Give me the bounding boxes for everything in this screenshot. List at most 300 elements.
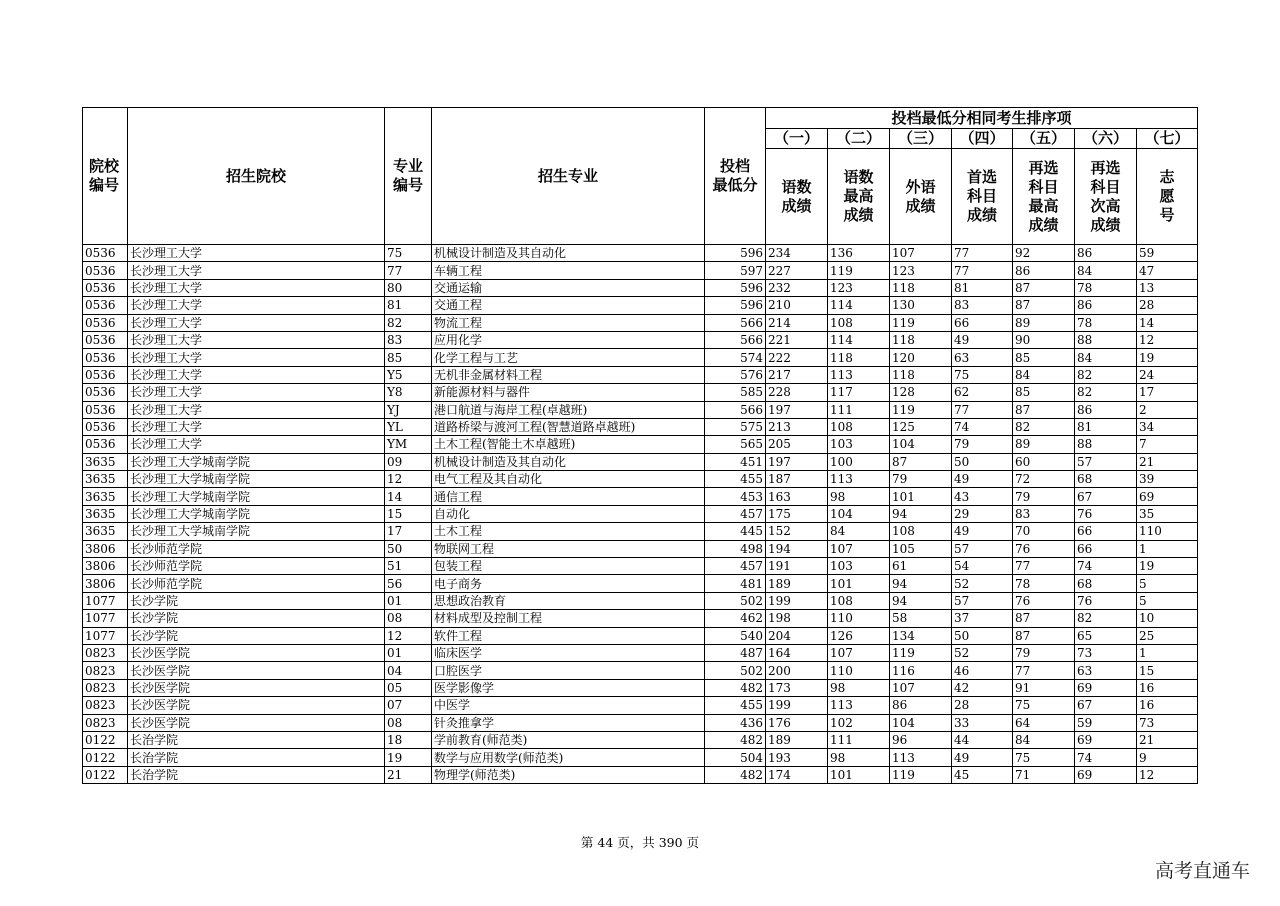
- cell-school-name: 长沙师范学院: [128, 540, 385, 557]
- cell-score-chinese-math-max: 111: [828, 401, 890, 418]
- header-order-6: （六）: [1075, 129, 1137, 149]
- cell-score-foreign-lang: 120: [890, 349, 952, 366]
- cell-score-foreign-lang: 130: [890, 297, 952, 314]
- cell-school-name: 长沙学院: [128, 627, 385, 644]
- header-item-1: 语数 成绩: [766, 149, 828, 245]
- cell-choice-number: 59: [1137, 245, 1198, 262]
- cell-score-elective-max: 85: [1013, 349, 1075, 366]
- cell-score-elective-max: 76: [1013, 540, 1075, 557]
- cell-school-name: 长治学院: [128, 731, 385, 748]
- cell-score-chinese-math-max: 108: [828, 314, 890, 331]
- cell-score-foreign-lang: 113: [890, 749, 952, 766]
- cell-score-first-subject: 57: [952, 540, 1013, 557]
- cell-min-score: 451: [705, 453, 766, 470]
- cell-major-name: 物理学(师范类): [432, 766, 705, 783]
- cell-school-code: 3635: [83, 505, 128, 522]
- cell-major-name: 电子商务: [432, 575, 705, 592]
- cell-score-chinese-math-max: 108: [828, 592, 890, 609]
- table-row: [83, 401, 1198, 418]
- cell-score-first-subject: 62: [952, 384, 1013, 401]
- cell-school-name: 长治学院: [128, 749, 385, 766]
- cell-score-foreign-lang: 94: [890, 505, 952, 522]
- cell-school-name: 长沙理工大学: [128, 245, 385, 262]
- cell-score-elective-second: 69: [1075, 766, 1137, 783]
- cell-score-foreign-lang: 94: [890, 592, 952, 609]
- cell-choice-number: 69: [1137, 488, 1198, 505]
- cell-score-chinese-math: 194: [766, 540, 828, 557]
- cell-major-code: Y8: [385, 384, 432, 401]
- cell-school-code: 3806: [83, 540, 128, 557]
- table-row: [83, 540, 1198, 557]
- cell-score-chinese-math: 189: [766, 575, 828, 592]
- cell-score-elective-second: 69: [1075, 679, 1137, 696]
- cell-score-elective-second: 88: [1075, 331, 1137, 348]
- cell-school-name: 长沙理工大学: [128, 349, 385, 366]
- cell-min-score: 566: [705, 314, 766, 331]
- cell-school-code: 0823: [83, 714, 128, 731]
- table-row: [83, 610, 1198, 627]
- cell-major-name: 包装工程: [432, 558, 705, 575]
- cell-school-code: 0823: [83, 644, 128, 661]
- cell-score-first-subject: 33: [952, 714, 1013, 731]
- cell-major-code: 75: [385, 245, 432, 262]
- table-row: [83, 592, 1198, 609]
- cell-major-name: 材料成型及控制工程: [432, 610, 705, 627]
- cell-major-name: 自动化: [432, 505, 705, 522]
- cell-school-code: 0536: [83, 384, 128, 401]
- cell-score-elective-max: 79: [1013, 488, 1075, 505]
- cell-score-first-subject: 28: [952, 697, 1013, 714]
- cell-score-elective-max: 64: [1013, 714, 1075, 731]
- cell-major-code: 21: [385, 766, 432, 783]
- cell-score-chinese-math-max: 104: [828, 505, 890, 522]
- table-row: [83, 436, 1198, 453]
- cell-score-chinese-math: 199: [766, 592, 828, 609]
- cell-score-chinese-math: 152: [766, 523, 828, 540]
- cell-major-code: 18: [385, 731, 432, 748]
- cell-school-code: 0536: [83, 314, 128, 331]
- cell-score-first-subject: 77: [952, 262, 1013, 279]
- cell-score-elective-second: 86: [1075, 401, 1137, 418]
- cell-major-name: 车辆工程: [432, 262, 705, 279]
- cell-score-chinese-math-max: 108: [828, 418, 890, 435]
- cell-score-chinese-math: 213: [766, 418, 828, 435]
- table-row: [83, 453, 1198, 470]
- cell-school-code: 0536: [83, 245, 128, 262]
- cell-min-score: 487: [705, 644, 766, 661]
- cell-major-code: YJ: [385, 401, 432, 418]
- header-order-5: （五）: [1013, 129, 1075, 149]
- cell-school-name: 长沙理工大学: [128, 262, 385, 279]
- cell-score-chinese-math-max: 100: [828, 453, 890, 470]
- cell-score-first-subject: 83: [952, 297, 1013, 314]
- cell-score-foreign-lang: 61: [890, 558, 952, 575]
- cell-score-elective-max: 77: [1013, 662, 1075, 679]
- cell-score-foreign-lang: 105: [890, 540, 952, 557]
- header-item-7: 志 愿 号: [1137, 149, 1198, 245]
- cell-school-code: 0823: [83, 662, 128, 679]
- cell-score-chinese-math-max: 113: [828, 366, 890, 383]
- cell-school-code: 0122: [83, 766, 128, 783]
- cell-score-foreign-lang: 58: [890, 610, 952, 627]
- table-row: [83, 749, 1198, 766]
- header-item-6: 再选 科目 次高 成绩: [1075, 149, 1137, 245]
- cell-min-score: 596: [705, 297, 766, 314]
- cell-score-foreign-lang: 128: [890, 384, 952, 401]
- cell-score-chinese-math: 175: [766, 505, 828, 522]
- cell-score-elective-max: 75: [1013, 697, 1075, 714]
- cell-school-code: 0536: [83, 279, 128, 296]
- cell-score-elective-max: 90: [1013, 331, 1075, 348]
- header-item-2: 语数 最高 成绩: [828, 149, 890, 245]
- cell-major-code: 80: [385, 279, 432, 296]
- cell-score-elective-second: 57: [1075, 453, 1137, 470]
- cell-min-score: 597: [705, 262, 766, 279]
- cell-score-chinese-math: 232: [766, 279, 828, 296]
- cell-score-first-subject: 45: [952, 766, 1013, 783]
- cell-major-code: 12: [385, 471, 432, 488]
- cell-score-foreign-lang: 94: [890, 575, 952, 592]
- cell-score-elective-max: 79: [1013, 644, 1075, 661]
- cell-score-first-subject: 49: [952, 471, 1013, 488]
- table-row: [83, 627, 1198, 644]
- cell-choice-number: 16: [1137, 697, 1198, 714]
- cell-min-score: 436: [705, 714, 766, 731]
- table-row: [83, 558, 1198, 575]
- cell-score-first-subject: 52: [952, 575, 1013, 592]
- table-row: [83, 731, 1198, 748]
- cell-major-name: 化学工程与工艺: [432, 349, 705, 366]
- cell-school-name: 长沙医学院: [128, 697, 385, 714]
- cell-score-foreign-lang: 108: [890, 523, 952, 540]
- cell-score-foreign-lang: 118: [890, 279, 952, 296]
- table-row: [83, 679, 1198, 696]
- cell-min-score: 502: [705, 592, 766, 609]
- cell-score-elective-second: 82: [1075, 366, 1137, 383]
- table-row: [83, 245, 1198, 262]
- cell-school-name: 长沙理工大学: [128, 331, 385, 348]
- cell-choice-number: 10: [1137, 610, 1198, 627]
- table-row: [83, 575, 1198, 592]
- cell-score-elective-second: 76: [1075, 505, 1137, 522]
- cell-score-elective-max: 76: [1013, 592, 1075, 609]
- cell-score-elective-max: 75: [1013, 749, 1075, 766]
- cell-score-elective-max: 87: [1013, 627, 1075, 644]
- cell-score-foreign-lang: 107: [890, 679, 952, 696]
- cell-school-code: 3635: [83, 523, 128, 540]
- cell-choice-number: 12: [1137, 331, 1198, 348]
- cell-score-chinese-math-max: 118: [828, 349, 890, 366]
- cell-score-elective-second: 63: [1075, 662, 1137, 679]
- cell-score-chinese-math: 217: [766, 366, 828, 383]
- cell-score-elective-max: 72: [1013, 471, 1075, 488]
- cell-score-chinese-math: 222: [766, 349, 828, 366]
- cell-major-name: 机械设计制造及其自动化: [432, 453, 705, 470]
- cell-school-code: 0536: [83, 349, 128, 366]
- cell-major-name: 思想政治教育: [432, 592, 705, 609]
- cell-score-elective-max: 87: [1013, 401, 1075, 418]
- cell-score-chinese-math-max: 114: [828, 331, 890, 348]
- cell-score-foreign-lang: 104: [890, 714, 952, 731]
- cell-major-code: 83: [385, 331, 432, 348]
- cell-score-chinese-math: 204: [766, 627, 828, 644]
- cell-school-name: 长沙理工大学: [128, 418, 385, 435]
- cell-major-code: 08: [385, 610, 432, 627]
- cell-choice-number: 1: [1137, 644, 1198, 661]
- cell-score-first-subject: 63: [952, 349, 1013, 366]
- cell-major-code: 50: [385, 540, 432, 557]
- cell-major-name: 口腔医学: [432, 662, 705, 679]
- cell-score-chinese-math: 176: [766, 714, 828, 731]
- cell-min-score: 596: [705, 279, 766, 296]
- cell-score-elective-second: 74: [1075, 749, 1137, 766]
- cell-score-chinese-math-max: 107: [828, 540, 890, 557]
- cell-major-name: 针灸推拿学: [432, 714, 705, 731]
- cell-school-code: 0536: [83, 331, 128, 348]
- cell-choice-number: 14: [1137, 314, 1198, 331]
- cell-score-chinese-math-max: 126: [828, 627, 890, 644]
- cell-major-name: 应用化学: [432, 331, 705, 348]
- cell-score-first-subject: 49: [952, 749, 1013, 766]
- cell-score-elective-max: 89: [1013, 314, 1075, 331]
- header-order-1: （一）: [766, 129, 828, 149]
- cell-score-elective-second: 68: [1075, 471, 1137, 488]
- cell-score-elective-second: 88: [1075, 436, 1137, 453]
- table-row: [83, 314, 1198, 331]
- cell-score-foreign-lang: 96: [890, 731, 952, 748]
- cell-major-code: 17: [385, 523, 432, 540]
- cell-score-elective-second: 86: [1075, 245, 1137, 262]
- cell-school-code: 1077: [83, 592, 128, 609]
- page-number: 第 44 页，共 390 页: [580, 835, 700, 850]
- cell-school-code: 0823: [83, 679, 128, 696]
- cell-major-code: 14: [385, 488, 432, 505]
- cell-score-chinese-math-max: 103: [828, 558, 890, 575]
- cell-min-score: 481: [705, 575, 766, 592]
- cell-major-name: 学前教育(师范类): [432, 731, 705, 748]
- header-school-name: 招生院校: [128, 108, 385, 245]
- cell-score-elective-max: 71: [1013, 766, 1075, 783]
- header-order-4: （四）: [952, 129, 1013, 149]
- cell-school-code: 0536: [83, 366, 128, 383]
- cell-score-chinese-math-max: 101: [828, 575, 890, 592]
- table-row: [83, 331, 1198, 348]
- cell-score-elective-max: 89: [1013, 436, 1075, 453]
- cell-choice-number: 19: [1137, 558, 1198, 575]
- cell-choice-number: 19: [1137, 349, 1198, 366]
- cell-score-chinese-math-max: 102: [828, 714, 890, 731]
- cell-score-chinese-math: 197: [766, 453, 828, 470]
- cell-min-score: 565: [705, 436, 766, 453]
- cell-score-chinese-math: 210: [766, 297, 828, 314]
- cell-major-code: 12: [385, 627, 432, 644]
- cell-score-first-subject: 74: [952, 418, 1013, 435]
- cell-school-name: 长沙理工大学: [128, 366, 385, 383]
- cell-choice-number: 15: [1137, 662, 1198, 679]
- cell-major-code: 08: [385, 714, 432, 731]
- cell-score-elective-second: 82: [1075, 384, 1137, 401]
- cell-school-code: 0823: [83, 697, 128, 714]
- cell-score-elective-max: 83: [1013, 505, 1075, 522]
- cell-major-name: 电气工程及其自动化: [432, 471, 705, 488]
- table-row: [83, 697, 1198, 714]
- cell-score-chinese-math: 174: [766, 766, 828, 783]
- cell-score-chinese-math-max: 110: [828, 610, 890, 627]
- cell-choice-number: 110: [1137, 523, 1198, 540]
- cell-major-name: 通信工程: [432, 488, 705, 505]
- cell-major-name: 道路桥梁与渡河工程(智慧道路卓越班): [432, 418, 705, 435]
- table-row: [83, 279, 1198, 296]
- cell-score-first-subject: 49: [952, 523, 1013, 540]
- cell-school-name: 长沙理工大学城南学院: [128, 471, 385, 488]
- cell-major-code: 15: [385, 505, 432, 522]
- cell-score-chinese-math: 205: [766, 436, 828, 453]
- cell-school-code: 3635: [83, 453, 128, 470]
- cell-score-chinese-math-max: 113: [828, 697, 890, 714]
- cell-score-chinese-math: 200: [766, 662, 828, 679]
- cell-major-name: 物联网工程: [432, 540, 705, 557]
- cell-choice-number: 35: [1137, 505, 1198, 522]
- cell-score-foreign-lang: 125: [890, 418, 952, 435]
- cell-score-chinese-math-max: 107: [828, 644, 890, 661]
- cell-score-chinese-math-max: 84: [828, 523, 890, 540]
- cell-min-score: 445: [705, 523, 766, 540]
- cell-score-elective-max: 82: [1013, 418, 1075, 435]
- cell-major-name: 港口航道与海岸工程(卓越班): [432, 401, 705, 418]
- cell-major-name: 机械设计制造及其自动化: [432, 245, 705, 262]
- table-row: [83, 505, 1198, 522]
- cell-major-code: 85: [385, 349, 432, 366]
- admission-score-table: [82, 107, 1198, 784]
- cell-choice-number: 39: [1137, 471, 1198, 488]
- cell-score-chinese-math-max: 136: [828, 245, 890, 262]
- cell-school-name: 长沙理工大学: [128, 436, 385, 453]
- cell-min-score: 596: [705, 245, 766, 262]
- cell-score-first-subject: 46: [952, 662, 1013, 679]
- table-row: [83, 471, 1198, 488]
- header-order-7: （七）: [1137, 129, 1198, 149]
- cell-score-chinese-math-max: 98: [828, 488, 890, 505]
- cell-score-chinese-math: 234: [766, 245, 828, 262]
- cell-score-foreign-lang: 101: [890, 488, 952, 505]
- cell-score-foreign-lang: 119: [890, 766, 952, 783]
- cell-score-elective-max: 91: [1013, 679, 1075, 696]
- cell-major-code: YL: [385, 418, 432, 435]
- cell-choice-number: 2: [1137, 401, 1198, 418]
- cell-min-score: 576: [705, 366, 766, 383]
- cell-major-code: 82: [385, 314, 432, 331]
- table-row: [83, 662, 1198, 679]
- cell-score-first-subject: 44: [952, 731, 1013, 748]
- header-order-3: （三）: [890, 129, 952, 149]
- cell-major-code: 19: [385, 749, 432, 766]
- cell-min-score: 482: [705, 679, 766, 696]
- cell-score-first-subject: 81: [952, 279, 1013, 296]
- cell-score-elective-second: 78: [1075, 314, 1137, 331]
- cell-score-elective-second: 73: [1075, 644, 1137, 661]
- header-major-name: 招生专业: [432, 108, 705, 245]
- cell-score-elective-second: 59: [1075, 714, 1137, 731]
- cell-score-elective-second: 74: [1075, 558, 1137, 575]
- table-row: [83, 297, 1198, 314]
- cell-score-foreign-lang: 119: [890, 314, 952, 331]
- cell-score-chinese-math-max: 101: [828, 766, 890, 783]
- cell-score-first-subject: 49: [952, 331, 1013, 348]
- cell-score-foreign-lang: 104: [890, 436, 952, 453]
- cell-major-code: YM: [385, 436, 432, 453]
- cell-school-name: 长沙医学院: [128, 714, 385, 731]
- cell-score-chinese-math: 191: [766, 558, 828, 575]
- cell-choice-number: 21: [1137, 731, 1198, 748]
- cell-major-name: 医学影像学: [432, 679, 705, 696]
- cell-major-code: 56: [385, 575, 432, 592]
- table-row: [83, 262, 1198, 279]
- cell-score-elective-second: 65: [1075, 627, 1137, 644]
- cell-score-first-subject: 77: [952, 245, 1013, 262]
- table-row: [83, 523, 1198, 540]
- cell-score-elective-second: 67: [1075, 697, 1137, 714]
- cell-min-score: 455: [705, 697, 766, 714]
- header-item-4: 首选 科目 成绩: [952, 149, 1013, 245]
- cell-score-first-subject: 79: [952, 436, 1013, 453]
- cell-major-name: 新能源材料与器件: [432, 384, 705, 401]
- cell-score-elective-max: 92: [1013, 245, 1075, 262]
- cell-major-name: 土木工程: [432, 523, 705, 540]
- cell-score-chinese-math-max: 103: [828, 436, 890, 453]
- cell-score-first-subject: 37: [952, 610, 1013, 627]
- cell-major-name: 临床医学: [432, 644, 705, 661]
- cell-score-elective-max: 84: [1013, 366, 1075, 383]
- cell-score-chinese-math-max: 98: [828, 679, 890, 696]
- cell-score-elective-second: 69: [1075, 731, 1137, 748]
- header-item-3: 外语 成绩: [890, 149, 952, 245]
- cell-major-name: 土木工程(智能土木卓越班): [432, 436, 705, 453]
- cell-score-chinese-math: 228: [766, 384, 828, 401]
- cell-school-code: 3806: [83, 575, 128, 592]
- cell-score-elective-second: 84: [1075, 349, 1137, 366]
- cell-score-chinese-math-max: 98: [828, 749, 890, 766]
- header-tiebreak-group: 投档最低分相同考生排序项: [766, 108, 1198, 129]
- cell-score-elective-max: 78: [1013, 575, 1075, 592]
- cell-school-name: 长沙理工大学城南学院: [128, 488, 385, 505]
- cell-major-code: 01: [385, 644, 432, 661]
- cell-school-name: 长沙理工大学: [128, 401, 385, 418]
- cell-score-foreign-lang: 118: [890, 331, 952, 348]
- cell-school-code: 0536: [83, 262, 128, 279]
- cell-school-name: 长沙医学院: [128, 644, 385, 661]
- cell-major-name: 软件工程: [432, 627, 705, 644]
- cell-school-code: 0122: [83, 731, 128, 748]
- cell-school-name: 长治学院: [128, 766, 385, 783]
- cell-major-code: 77: [385, 262, 432, 279]
- cell-major-name: 无机非金属材料工程: [432, 366, 705, 383]
- cell-score-chinese-math: 189: [766, 731, 828, 748]
- cell-school-name: 长沙师范学院: [128, 558, 385, 575]
- table-row: [83, 488, 1198, 505]
- cell-score-elective-second: 78: [1075, 279, 1137, 296]
- cell-score-foreign-lang: 118: [890, 366, 952, 383]
- cell-min-score: 585: [705, 384, 766, 401]
- cell-score-elective-second: 66: [1075, 540, 1137, 557]
- cell-major-name: 交通工程: [432, 297, 705, 314]
- cell-min-score: 482: [705, 766, 766, 783]
- cell-school-name: 长沙学院: [128, 610, 385, 627]
- cell-score-foreign-lang: 123: [890, 262, 952, 279]
- table-row: [83, 714, 1198, 731]
- cell-score-first-subject: 43: [952, 488, 1013, 505]
- cell-choice-number: 5: [1137, 592, 1198, 609]
- cell-choice-number: 28: [1137, 297, 1198, 314]
